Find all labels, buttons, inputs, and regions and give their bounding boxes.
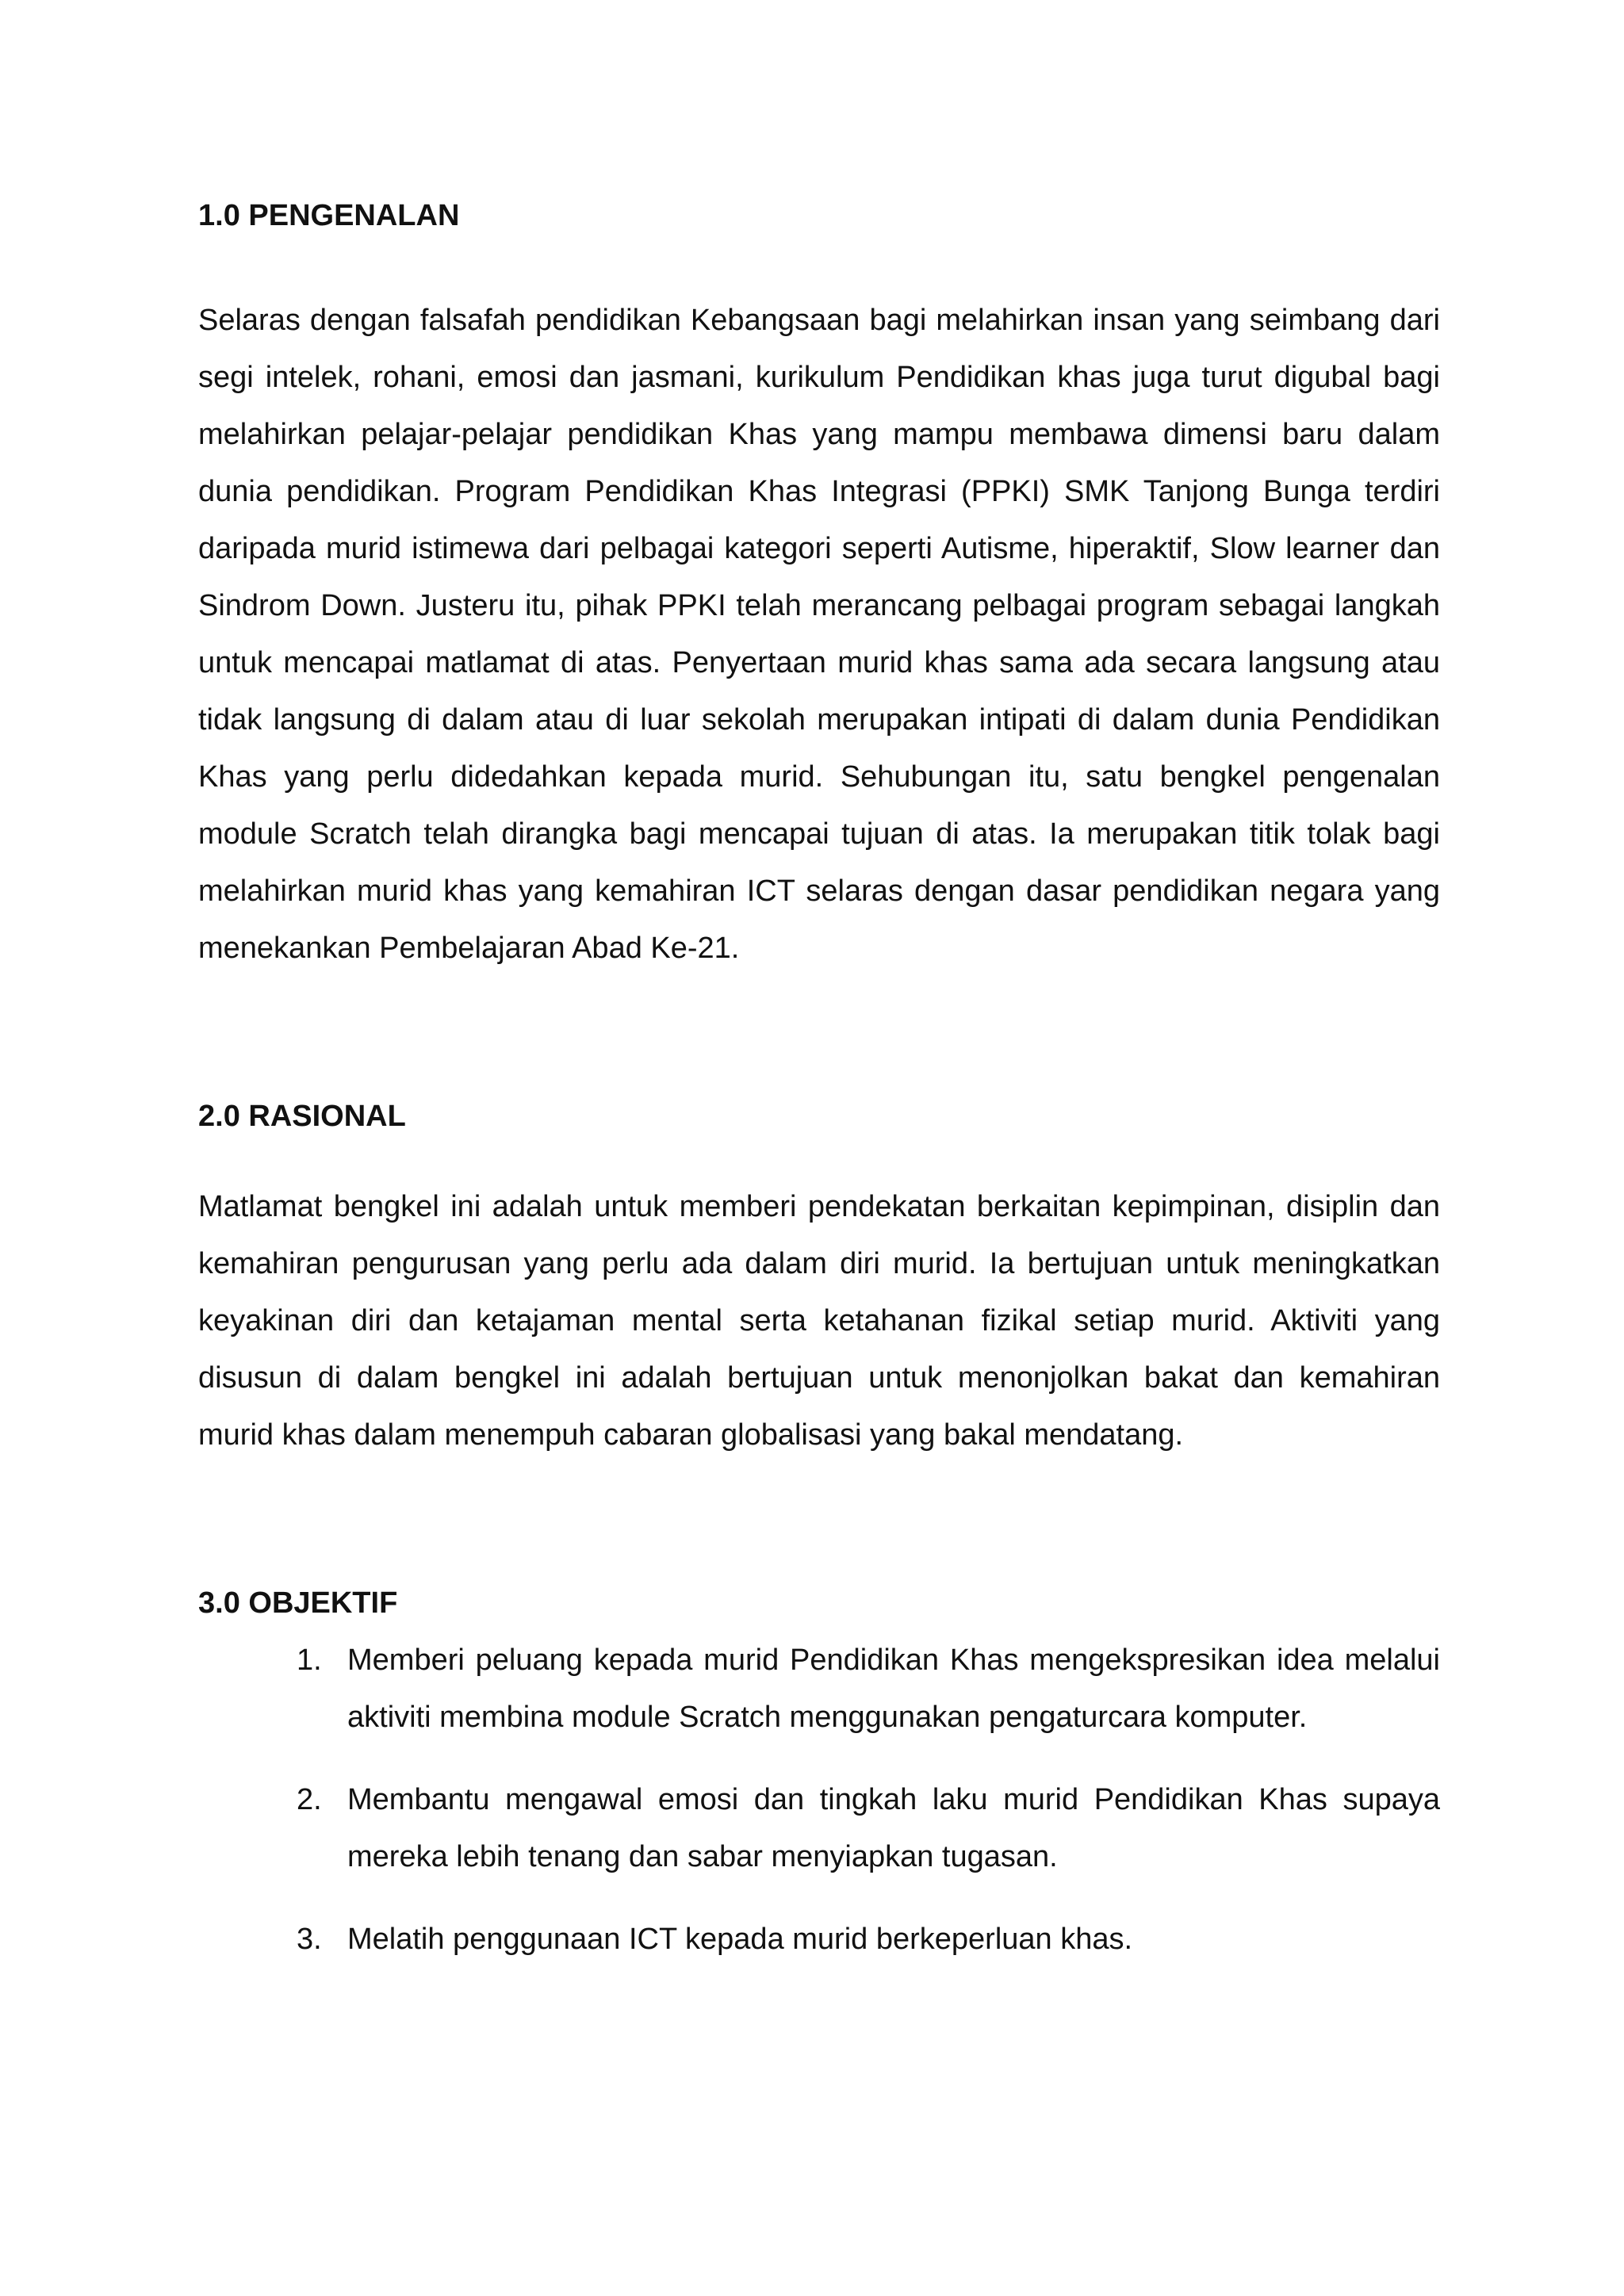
- section-heading-rasional: 2.0 RASIONAL: [198, 1100, 406, 1133]
- objective-number: 3.: [297, 1923, 322, 1956]
- objectives-list: [198, 1632, 1440, 1968]
- section-pengenalan: [198, 187, 1440, 977]
- objective-item: [198, 1911, 1440, 1968]
- document-content: [198, 187, 1440, 1993]
- objective-item: [198, 1632, 1440, 1746]
- section-heading-pengenalan: 1.0 PENGENALAN: [198, 199, 460, 232]
- section-paragraph-pengenalan: Selaras dengan falsafah pendidikan Kebangsaan bagi melahirkan insan yang seimbang dari segi intelek, rohani, emosi dan jasmani, kurikulum Pendidikan khas juga turut digubal bagi melahirkan pelajar-pelajar pendidikan Khas yang mampu membawa dimensi baru dalam dunia pendidikan. Program Pendidikan Khas Integrasi (PPKI) SMK Tanjong Bunga terdiri daripada murid istimewa dari pelbagai kategori seperti Autisme, hiperaktif, Slow learner dan Sindrom Down. Justeru itu, pihak PPKI telah merancang pelbagai program sebagai langkah untuk mencapai matlamat di atas. Penyertaan murid khas sama ada secara langsung atau tidak langsung di dalam atau di luar sekolah merupakan intipati di dalam dunia Pendidikan Khas yang perlu didedahkan kepada murid. Sehubungan itu, satu bengkel pengenalan module Scratch telah dirangka bagi mencapai tujuan di atas. Ia merupakan titik tolak bagi melahirkan murid khas yang kemahiran ICT selaras dengan dasar pendidikan negara yang menekankan Pembelajaran Abad Ke-21.: [198, 304, 1440, 965]
- objective-text: Membantu mengawal emosi dan tingkah laku murid Pendidikan Khas supaya mereka lebih tenang dan sabar menyiapkan tugasan.: [347, 1783, 1440, 1873]
- objective-number: 2.: [297, 1783, 322, 1816]
- section-objektif: [198, 1575, 1440, 1968]
- objective-text: Melatih penggunaan ICT kepada murid berkeperluan khas.: [347, 1923, 1133, 1956]
- section-paragraph-rasional: Matlamat bengkel ini adalah untuk memberi pendekatan berkaitan kepimpinan, disiplin dan kemahiran pengurusan yang perlu ada dalam diri murid. Ia bertujuan untuk meningkatkan keyakinan diri dan ketajaman mental serta ketahanan fizikal setiap murid. Aktiviti yang disusun di dalam bengkel ini adalah bertujuan untuk menonjolkan bakat dan kemahiran murid khas dalam menempuh cabaran globalisasi yang bakal mendatang.: [198, 1190, 1440, 1452]
- section-heading-objektif: 3.0 OBJEKTIF: [198, 1586, 398, 1620]
- objective-number: 1.: [297, 1644, 322, 1677]
- section-rasional: [198, 1088, 1440, 1464]
- objective-text: Memberi peluang kepada murid Pendidikan Khas mengekspresikan idea melalui aktiviti membina module Scratch menggunakan pengaturcara komputer.: [347, 1644, 1440, 1734]
- objective-item: [198, 1771, 1440, 1885]
